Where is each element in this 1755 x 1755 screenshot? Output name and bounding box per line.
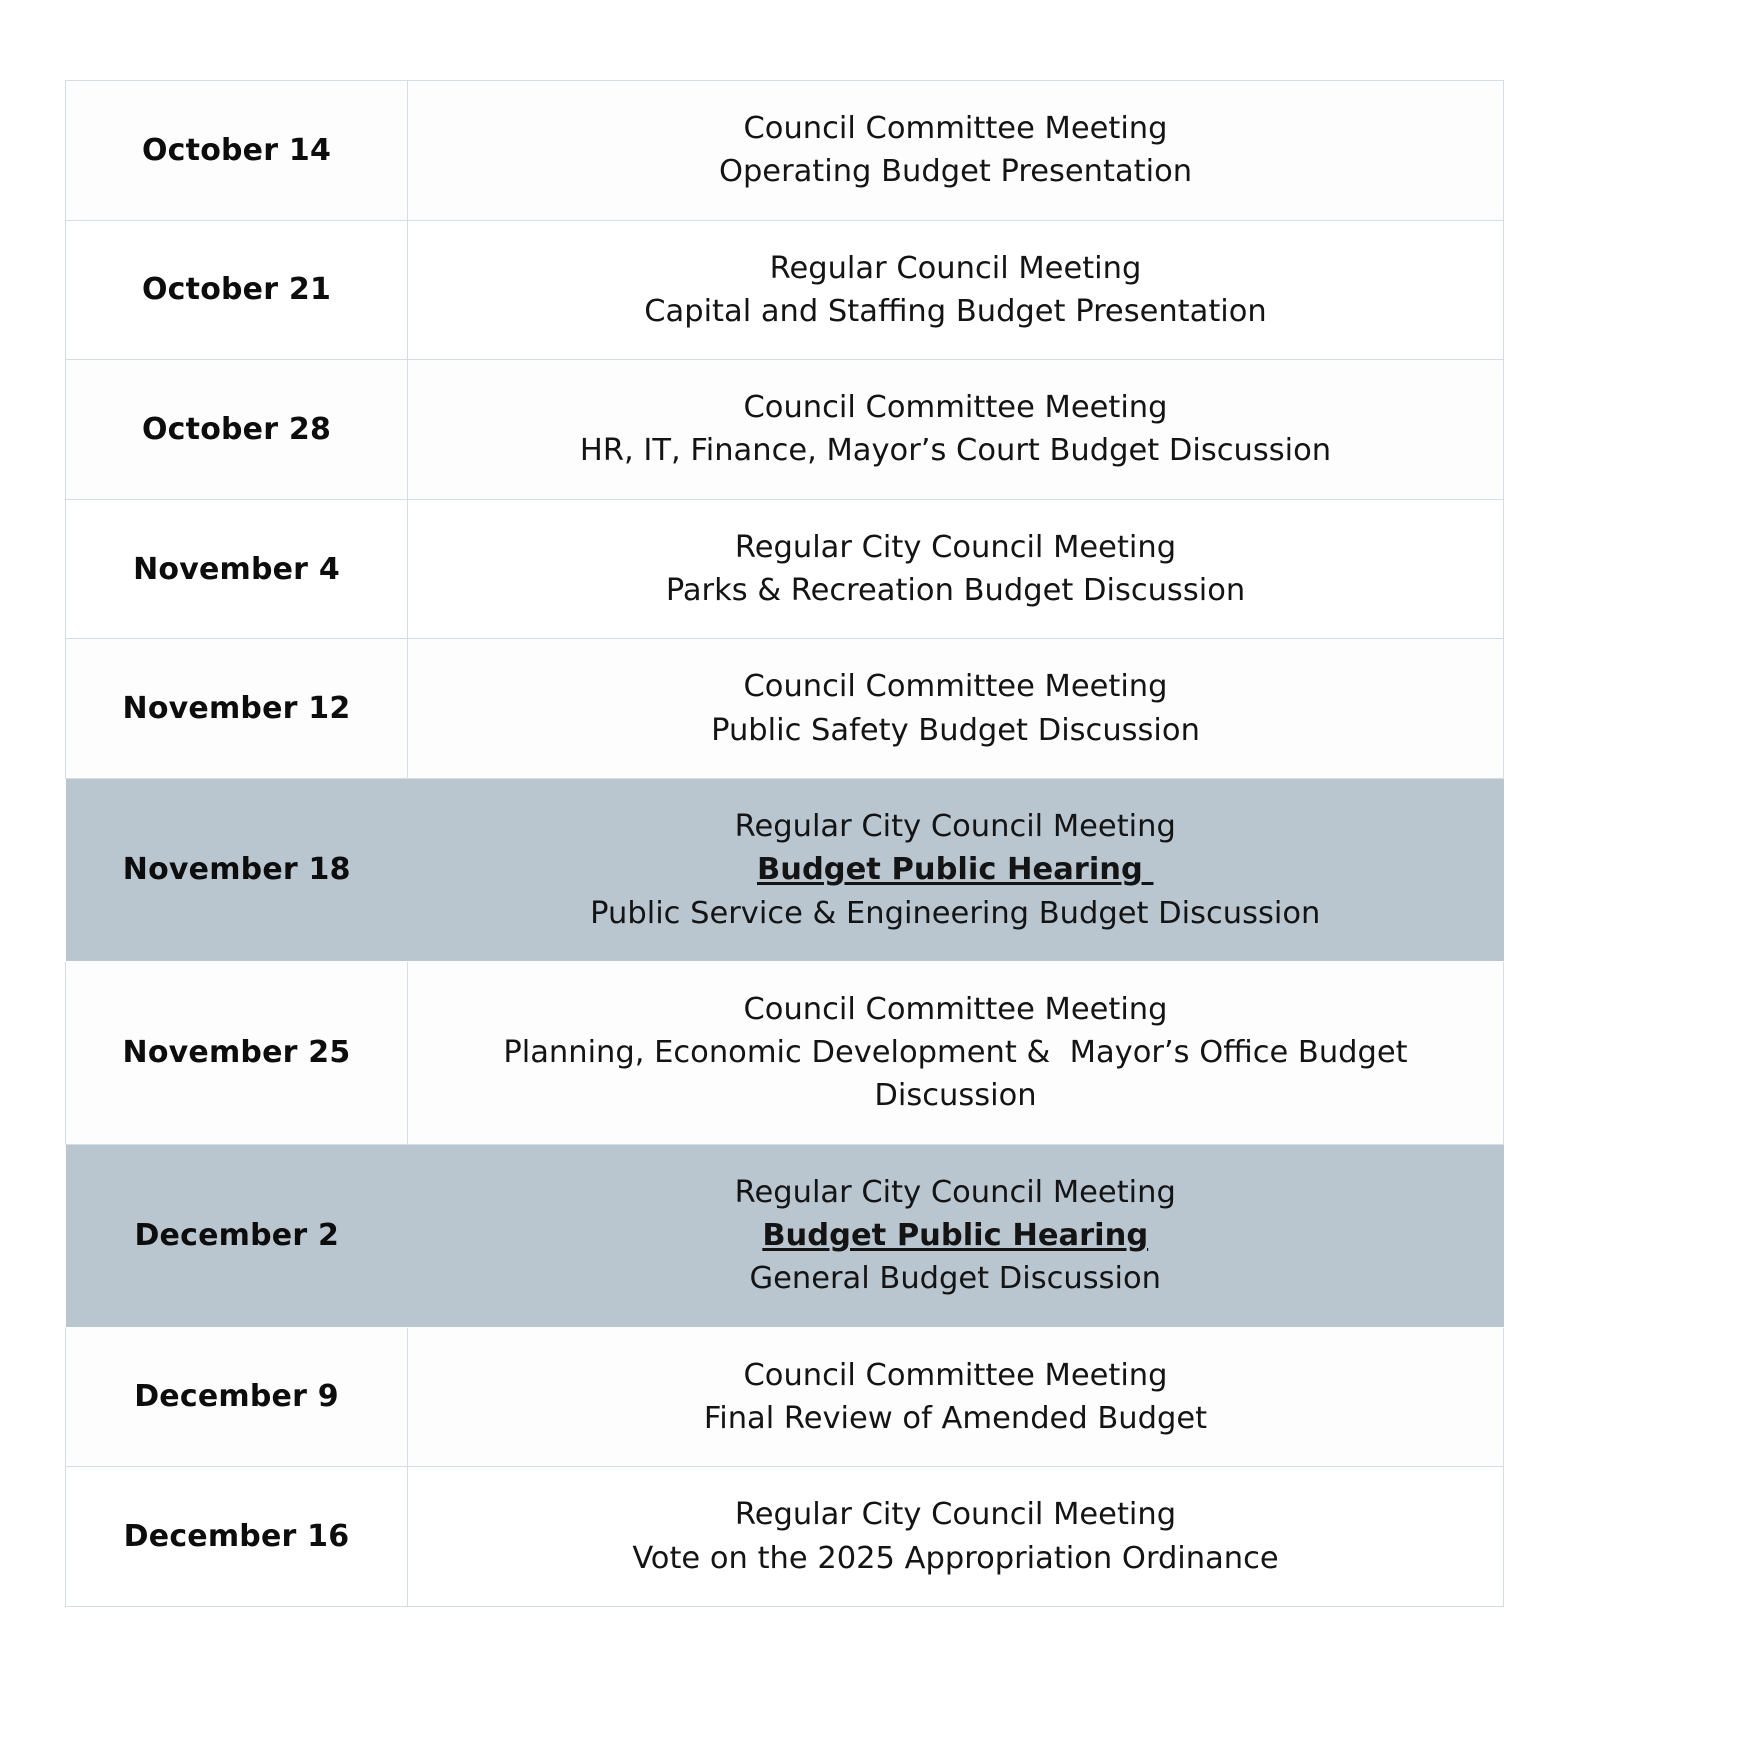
meeting-description-line: Council Committee Meeting <box>743 390 1168 426</box>
meeting-description-cell <box>408 778 1504 961</box>
meeting-description-cell <box>408 81 1504 221</box>
meeting-date-cell: November 4 <box>66 499 408 639</box>
meeting-description-cell <box>408 360 1504 500</box>
table-row <box>66 81 1504 221</box>
meeting-description-line: Operating Budget Presentation <box>718 154 1193 190</box>
meeting-description-line: Regular City Council Meeting <box>734 529 1177 565</box>
meeting-description-line: Final Review of Amended Budget <box>703 1400 1208 1436</box>
meeting-description-line: Regular City Council Meeting <box>734 1497 1177 1533</box>
meeting-description-line: Council Committee Meeting <box>743 111 1168 146</box>
meeting-date-cell: December 16 <box>66 1467 408 1607</box>
meeting-description-line: Council Committee Meeting <box>743 991 1168 1027</box>
meeting-description-line: Planning, Economic Development & Mayor’s Office Budget Discussion <box>503 1035 1418 1114</box>
meeting-description-line: Capital and Staffing Budget Presentation <box>644 293 1267 329</box>
meeting-description-line: Public Service & Engineering Budget Discussion <box>590 895 1321 931</box>
meeting-date-cell: November 25 <box>66 961 408 1144</box>
table-row <box>66 778 1504 961</box>
table-row <box>66 360 1504 500</box>
meeting-date-cell: December 2 <box>134 1218 340 1254</box>
meeting-description-cell <box>408 639 1504 779</box>
table-row <box>66 1327 1504 1467</box>
meeting-description-line: General Budget Discussion <box>749 1261 1161 1297</box>
meeting-description-cell <box>408 1467 1504 1607</box>
meeting-description-line: Regular City Council Meeting <box>734 1174 1176 1210</box>
meeting-description-cell <box>408 1144 1504 1327</box>
meeting-date-cell: November 18 <box>122 852 351 888</box>
table-row <box>66 961 1504 1144</box>
budget-meeting-schedule-table <box>65 80 1504 1607</box>
meeting-description-line: Council Committee Meeting <box>743 1357 1168 1393</box>
meeting-date-cell: October 21 <box>66 220 408 360</box>
table-row <box>66 220 1504 360</box>
meeting-date-cell: December 9 <box>66 1327 408 1467</box>
meeting-description-line: Public Safety Budget Discussion <box>711 712 1200 748</box>
meeting-description-line: Regular Council Meeting <box>769 250 1142 286</box>
meeting-description-line: Parks & Recreation Budget Discussion <box>665 573 1246 609</box>
meeting-description-cell <box>408 499 1504 639</box>
meeting-highlight-label: Budget Public Hearing <box>757 852 1154 888</box>
meeting-description-line: Council Committee Meeting <box>743 669 1168 705</box>
meeting-description-cell <box>408 220 1504 360</box>
table-row <box>66 1144 1504 1327</box>
meeting-date-cell: November 12 <box>66 639 408 779</box>
meeting-description-line: HR, IT, Finance, Mayor’s Court Budget Discussion <box>579 433 1332 469</box>
schedule-table-body <box>66 81 1504 1607</box>
meeting-description-line: Regular City Council Meeting <box>734 808 1176 844</box>
meeting-highlight-label: Budget Public Hearing <box>762 1218 1149 1254</box>
table-row <box>66 499 1504 639</box>
table-row <box>66 1467 1504 1607</box>
meeting-date-cell: October 28 <box>66 360 408 500</box>
meeting-date-cell: October 14 <box>66 81 408 221</box>
meeting-description-cell <box>408 1327 1504 1467</box>
meeting-description-line: Vote on the 2025 Appropriation Ordinance <box>632 1540 1279 1576</box>
meeting-description-cell <box>408 961 1504 1144</box>
table-row <box>66 639 1504 779</box>
